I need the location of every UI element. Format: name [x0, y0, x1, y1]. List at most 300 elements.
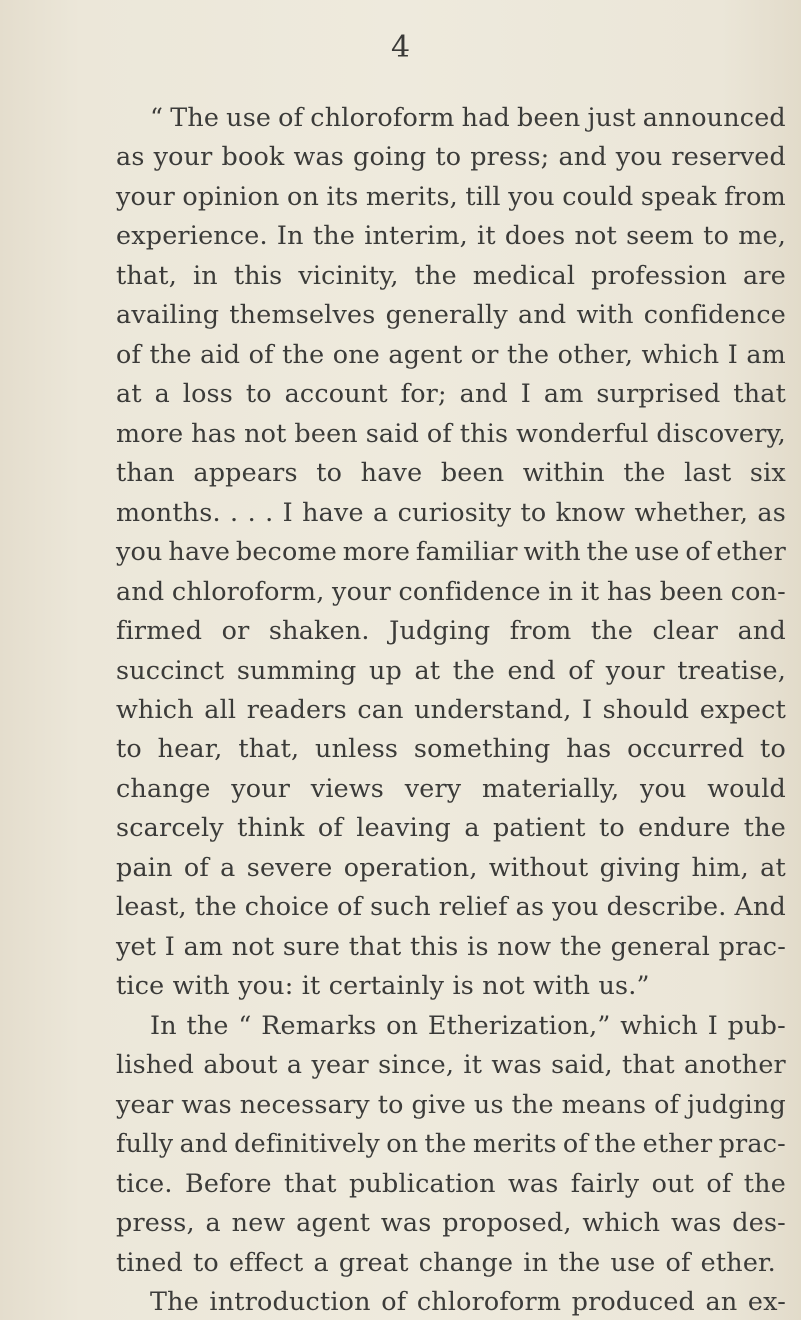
text-line — [116, 1168, 786, 1198]
word: severe — [246, 852, 333, 882]
text-line — [150, 1010, 786, 1040]
word: occurred — [627, 733, 745, 763]
word: the — [424, 1128, 467, 1158]
word: book — [221, 141, 285, 171]
word: agent — [296, 1207, 371, 1237]
word: the — [511, 1089, 554, 1119]
word: other, — [557, 339, 634, 369]
word: this — [410, 931, 459, 961]
word: your — [332, 576, 391, 606]
word: prac- — [718, 931, 786, 961]
word: to — [316, 457, 343, 487]
text-line — [116, 1089, 786, 1119]
word: . — [230, 497, 239, 527]
word: introduction — [209, 1286, 371, 1316]
word: operation, — [343, 852, 478, 882]
text-line — [116, 852, 786, 882]
word: pain — [116, 852, 173, 882]
word: describe. — [606, 891, 727, 921]
text-line — [116, 457, 786, 487]
word: of — [116, 339, 142, 369]
word: of — [562, 1128, 588, 1158]
word: ether. — [700, 1247, 776, 1277]
text-line — [116, 733, 786, 763]
text-line — [116, 181, 786, 211]
word: the — [559, 931, 603, 961]
word: the — [312, 220, 356, 250]
word: of — [248, 339, 274, 369]
word: confidence — [398, 576, 541, 606]
word: been — [516, 102, 581, 132]
word: has — [566, 733, 612, 763]
word: to — [116, 733, 142, 763]
word: the — [507, 339, 550, 369]
word: lished — [116, 1049, 195, 1079]
word: the — [590, 615, 634, 645]
word: experience. — [116, 220, 268, 250]
word: not — [231, 931, 275, 961]
word: wonderful — [516, 418, 649, 448]
word: effect — [228, 1247, 304, 1277]
word: are — [743, 260, 786, 290]
word: does — [504, 220, 566, 250]
word: themselves — [229, 299, 376, 329]
word: a — [154, 378, 170, 408]
word: relief — [438, 891, 508, 921]
text-line — [116, 931, 786, 961]
word: or — [221, 615, 250, 645]
word: a — [220, 852, 236, 882]
word: understand, — [414, 694, 572, 724]
word: at — [116, 378, 142, 408]
word: I — [520, 378, 532, 408]
word: your — [605, 655, 665, 685]
word: opinion — [182, 181, 280, 211]
word: am — [183, 931, 224, 961]
word: to — [703, 220, 730, 250]
word: or — [470, 339, 499, 369]
word: I — [707, 1010, 718, 1040]
word: another — [684, 1049, 786, 1079]
word: new — [231, 1207, 286, 1237]
word: since, — [378, 1049, 455, 1079]
word: with — [576, 299, 634, 329]
word: from — [724, 181, 786, 211]
word: was — [507, 1168, 559, 1198]
word: us — [473, 1089, 504, 1119]
word: which — [620, 1010, 699, 1040]
word: scarcely — [116, 812, 224, 842]
text-line — [116, 141, 786, 171]
word: aid — [200, 339, 241, 369]
word: which — [641, 339, 720, 369]
word: summing — [236, 655, 357, 685]
word: ex- — [747, 1286, 786, 1316]
word: reserved — [671, 141, 786, 171]
word: leaving — [356, 812, 452, 842]
word: the — [623, 457, 666, 487]
word: going — [353, 141, 427, 171]
word: and — [558, 141, 607, 171]
word: means — [561, 1089, 647, 1119]
word: something — [413, 733, 551, 763]
word: to — [193, 1247, 219, 1277]
word: an — [705, 1286, 738, 1316]
word: about — [203, 1049, 278, 1079]
word: I — [727, 339, 738, 369]
word: merits, — [365, 181, 458, 211]
word: press, — [116, 1207, 195, 1237]
word: pub- — [727, 1010, 786, 1040]
text-line — [116, 694, 786, 724]
word: just — [587, 102, 636, 132]
word: such — [370, 891, 431, 921]
word: in — [192, 260, 218, 290]
word: the — [149, 339, 192, 369]
word: And — [734, 891, 786, 921]
word: des- — [732, 1207, 786, 1237]
word: year — [116, 1089, 174, 1119]
word: him, — [691, 852, 749, 882]
word: and — [179, 1128, 228, 1158]
word: was — [380, 1207, 432, 1237]
word: year — [311, 1049, 369, 1079]
word: could — [562, 181, 634, 211]
word: which — [116, 694, 194, 724]
word: have — [302, 497, 364, 527]
word: publication — [349, 1168, 496, 1198]
word: months. — [116, 497, 221, 527]
word: a — [464, 812, 480, 842]
word: of — [654, 1089, 680, 1119]
word: firmed — [116, 615, 203, 645]
text-line — [116, 615, 786, 645]
word: than — [116, 457, 175, 487]
word: was — [491, 1049, 542, 1079]
word: that — [284, 1168, 337, 1198]
word: for; — [400, 378, 447, 408]
word: a — [205, 1207, 221, 1237]
word: general — [610, 931, 711, 961]
word: think — [237, 812, 305, 842]
word: “ — [238, 1010, 252, 1040]
word: merits — [472, 1128, 557, 1158]
word: succinct — [116, 655, 225, 685]
word: have — [360, 457, 423, 487]
word: of — [381, 1286, 407, 1316]
word: “ — [150, 102, 164, 132]
word: this — [459, 418, 509, 448]
word: not — [574, 220, 617, 250]
word: its — [326, 181, 359, 211]
word: The — [150, 1286, 199, 1316]
word: to — [245, 378, 272, 408]
word: use — [226, 102, 272, 132]
word: of — [706, 1168, 732, 1198]
word: more — [342, 536, 411, 566]
word: one — [332, 339, 380, 369]
word: the — [452, 655, 495, 685]
word: Before — [184, 1168, 272, 1198]
word: your — [116, 181, 175, 211]
word: and — [518, 299, 567, 329]
word: of — [665, 1247, 691, 1277]
word: patient — [492, 812, 586, 842]
word: hear, — [157, 733, 223, 763]
word: chloroform — [416, 1286, 562, 1316]
word: am — [746, 339, 786, 369]
word: . — [265, 497, 274, 527]
word: with — [523, 536, 581, 566]
word: on — [286, 181, 320, 211]
word: that — [348, 931, 402, 961]
text-line — [116, 536, 786, 566]
word: of — [183, 852, 209, 882]
word: change — [116, 773, 211, 803]
word: you — [116, 536, 163, 566]
word: readers — [246, 694, 347, 724]
word: me, — [738, 220, 786, 250]
word: definitively — [234, 1128, 380, 1158]
word: a — [373, 497, 389, 527]
word: I — [581, 694, 593, 724]
word: within — [522, 457, 605, 487]
word: six — [749, 457, 786, 487]
word: can — [357, 694, 404, 724]
word: account — [284, 378, 388, 408]
word: in — [523, 1247, 549, 1277]
word: chloroform — [310, 102, 455, 132]
word: prac- — [718, 1128, 786, 1158]
word: In — [150, 1010, 177, 1040]
word: was — [670, 1207, 722, 1237]
word: last — [684, 457, 732, 487]
word: In — [276, 220, 304, 250]
word: loss — [182, 378, 234, 408]
word: confidence — [643, 299, 786, 329]
text-line — [116, 418, 786, 448]
word: seem — [626, 220, 695, 250]
word: to — [760, 733, 786, 763]
word: interim, — [364, 220, 468, 250]
text-line — [116, 378, 786, 408]
word: should — [602, 694, 690, 724]
word: and — [737, 615, 786, 645]
text-line — [150, 1286, 786, 1316]
word: sure — [282, 931, 341, 961]
word: on — [386, 1128, 419, 1158]
word: all — [204, 694, 237, 724]
word: Judging — [389, 615, 491, 645]
text-line — [116, 891, 786, 921]
word: not — [244, 418, 287, 448]
word: it — [463, 1049, 483, 1079]
word: press; — [470, 141, 550, 171]
word: has — [191, 418, 237, 448]
word: of — [426, 418, 452, 448]
word: from — [509, 615, 572, 645]
word: give — [411, 1089, 467, 1119]
word: your — [231, 773, 291, 803]
word: great — [338, 1247, 409, 1277]
text-line — [116, 812, 786, 842]
word: that — [733, 378, 786, 408]
word: it — [477, 220, 496, 250]
word: judging — [687, 1089, 786, 1119]
word: yet — [116, 931, 157, 961]
word: necessary — [239, 1089, 370, 1119]
word: and — [459, 378, 508, 408]
word: you — [640, 773, 687, 803]
word: curiosity — [397, 497, 512, 527]
text-line: tice with you: it certainly is not with us.” — [116, 970, 650, 1000]
word: of — [685, 536, 711, 566]
word: been — [440, 457, 505, 487]
word: proposed, — [442, 1207, 572, 1237]
word: the — [586, 536, 629, 566]
word: been — [294, 418, 358, 448]
word: that, — [116, 260, 177, 290]
word: a — [313, 1247, 329, 1277]
word: said — [365, 418, 420, 448]
word: now — [497, 931, 552, 961]
word: availing — [116, 299, 220, 329]
word: shaken. — [268, 615, 370, 645]
text-line — [116, 1247, 776, 1277]
word: more — [116, 418, 184, 448]
word: been — [659, 576, 724, 606]
text-line — [150, 102, 786, 132]
word: without — [488, 852, 589, 882]
word: of — [337, 891, 363, 921]
word: con- — [730, 576, 786, 606]
word: medical — [472, 260, 576, 290]
word: to — [520, 497, 547, 527]
word: views — [310, 773, 385, 803]
word: change — [418, 1247, 514, 1277]
word: had — [461, 102, 510, 132]
word: of — [317, 812, 343, 842]
word: agent — [388, 339, 463, 369]
text-line — [116, 773, 786, 803]
word: it — [580, 576, 600, 606]
word: would — [707, 773, 786, 803]
word: unless — [315, 733, 399, 763]
word: familiar — [415, 536, 518, 566]
word: out — [651, 1168, 695, 1198]
word: up — [369, 655, 403, 685]
text-line — [116, 655, 786, 685]
word: was — [293, 141, 345, 171]
word: become — [235, 536, 337, 566]
text-line — [116, 497, 786, 527]
word: this — [233, 260, 283, 290]
word: appears — [193, 457, 298, 487]
word: ether — [716, 536, 786, 566]
word: discovery, — [656, 418, 786, 448]
word: vicinity, — [298, 260, 399, 290]
word: very — [404, 773, 462, 803]
word: giving — [599, 852, 681, 882]
word: speak — [640, 181, 717, 211]
word: of — [278, 102, 304, 132]
word: the — [186, 1010, 229, 1040]
word: the — [594, 1128, 637, 1158]
word: I — [282, 497, 293, 527]
word: of — [568, 655, 594, 685]
word: was — [181, 1089, 232, 1119]
word: choice — [244, 891, 330, 921]
word: . — [247, 497, 256, 527]
word: fully — [116, 1128, 174, 1158]
word: endure — [638, 812, 731, 842]
word: use — [610, 1247, 656, 1277]
word: I — [164, 931, 175, 961]
word: chloroform, — [171, 576, 325, 606]
word: have — [168, 536, 231, 566]
word: produced — [571, 1286, 696, 1316]
page-number: 4 — [390, 30, 411, 65]
word: said, — [551, 1049, 613, 1079]
word: you — [552, 891, 599, 921]
word: to — [598, 812, 625, 842]
word: profession — [591, 260, 728, 290]
word: ether — [642, 1128, 713, 1158]
word: am — [543, 378, 584, 408]
word: generally — [385, 299, 508, 329]
word: announced — [642, 102, 786, 132]
word: the — [743, 1168, 786, 1198]
word: know — [555, 497, 626, 527]
word: end — [507, 655, 556, 685]
word: surprised — [596, 378, 721, 408]
word: at — [414, 655, 441, 685]
text-line — [116, 1128, 786, 1158]
word: clear — [652, 615, 719, 645]
word: the — [194, 891, 237, 921]
word: the — [414, 260, 457, 290]
word: tice. — [116, 1168, 173, 1198]
word: that, — [238, 733, 300, 763]
word: Etherization,” — [427, 1010, 611, 1040]
word: the — [743, 812, 786, 842]
word: has — [607, 576, 653, 606]
word: to — [435, 141, 462, 171]
word: your — [153, 141, 213, 171]
word: you — [615, 141, 663, 171]
word: till — [465, 181, 501, 211]
word: fairly — [570, 1168, 640, 1198]
text-line — [116, 260, 786, 290]
word: expect — [699, 694, 786, 724]
word: and — [116, 576, 165, 606]
word: at — [760, 852, 786, 882]
text-line — [116, 1049, 786, 1079]
word: The — [170, 102, 220, 132]
word: as — [757, 497, 786, 527]
word: tined — [116, 1247, 183, 1277]
word: as — [515, 891, 545, 921]
word: treatise, — [677, 655, 786, 685]
word: the — [282, 339, 325, 369]
word: use — [634, 536, 680, 566]
text-line — [116, 299, 786, 329]
word: a — [286, 1049, 303, 1079]
word: on — [386, 1010, 419, 1040]
text-line — [116, 1207, 786, 1237]
word: whether, — [634, 497, 749, 527]
word: as — [116, 141, 145, 171]
